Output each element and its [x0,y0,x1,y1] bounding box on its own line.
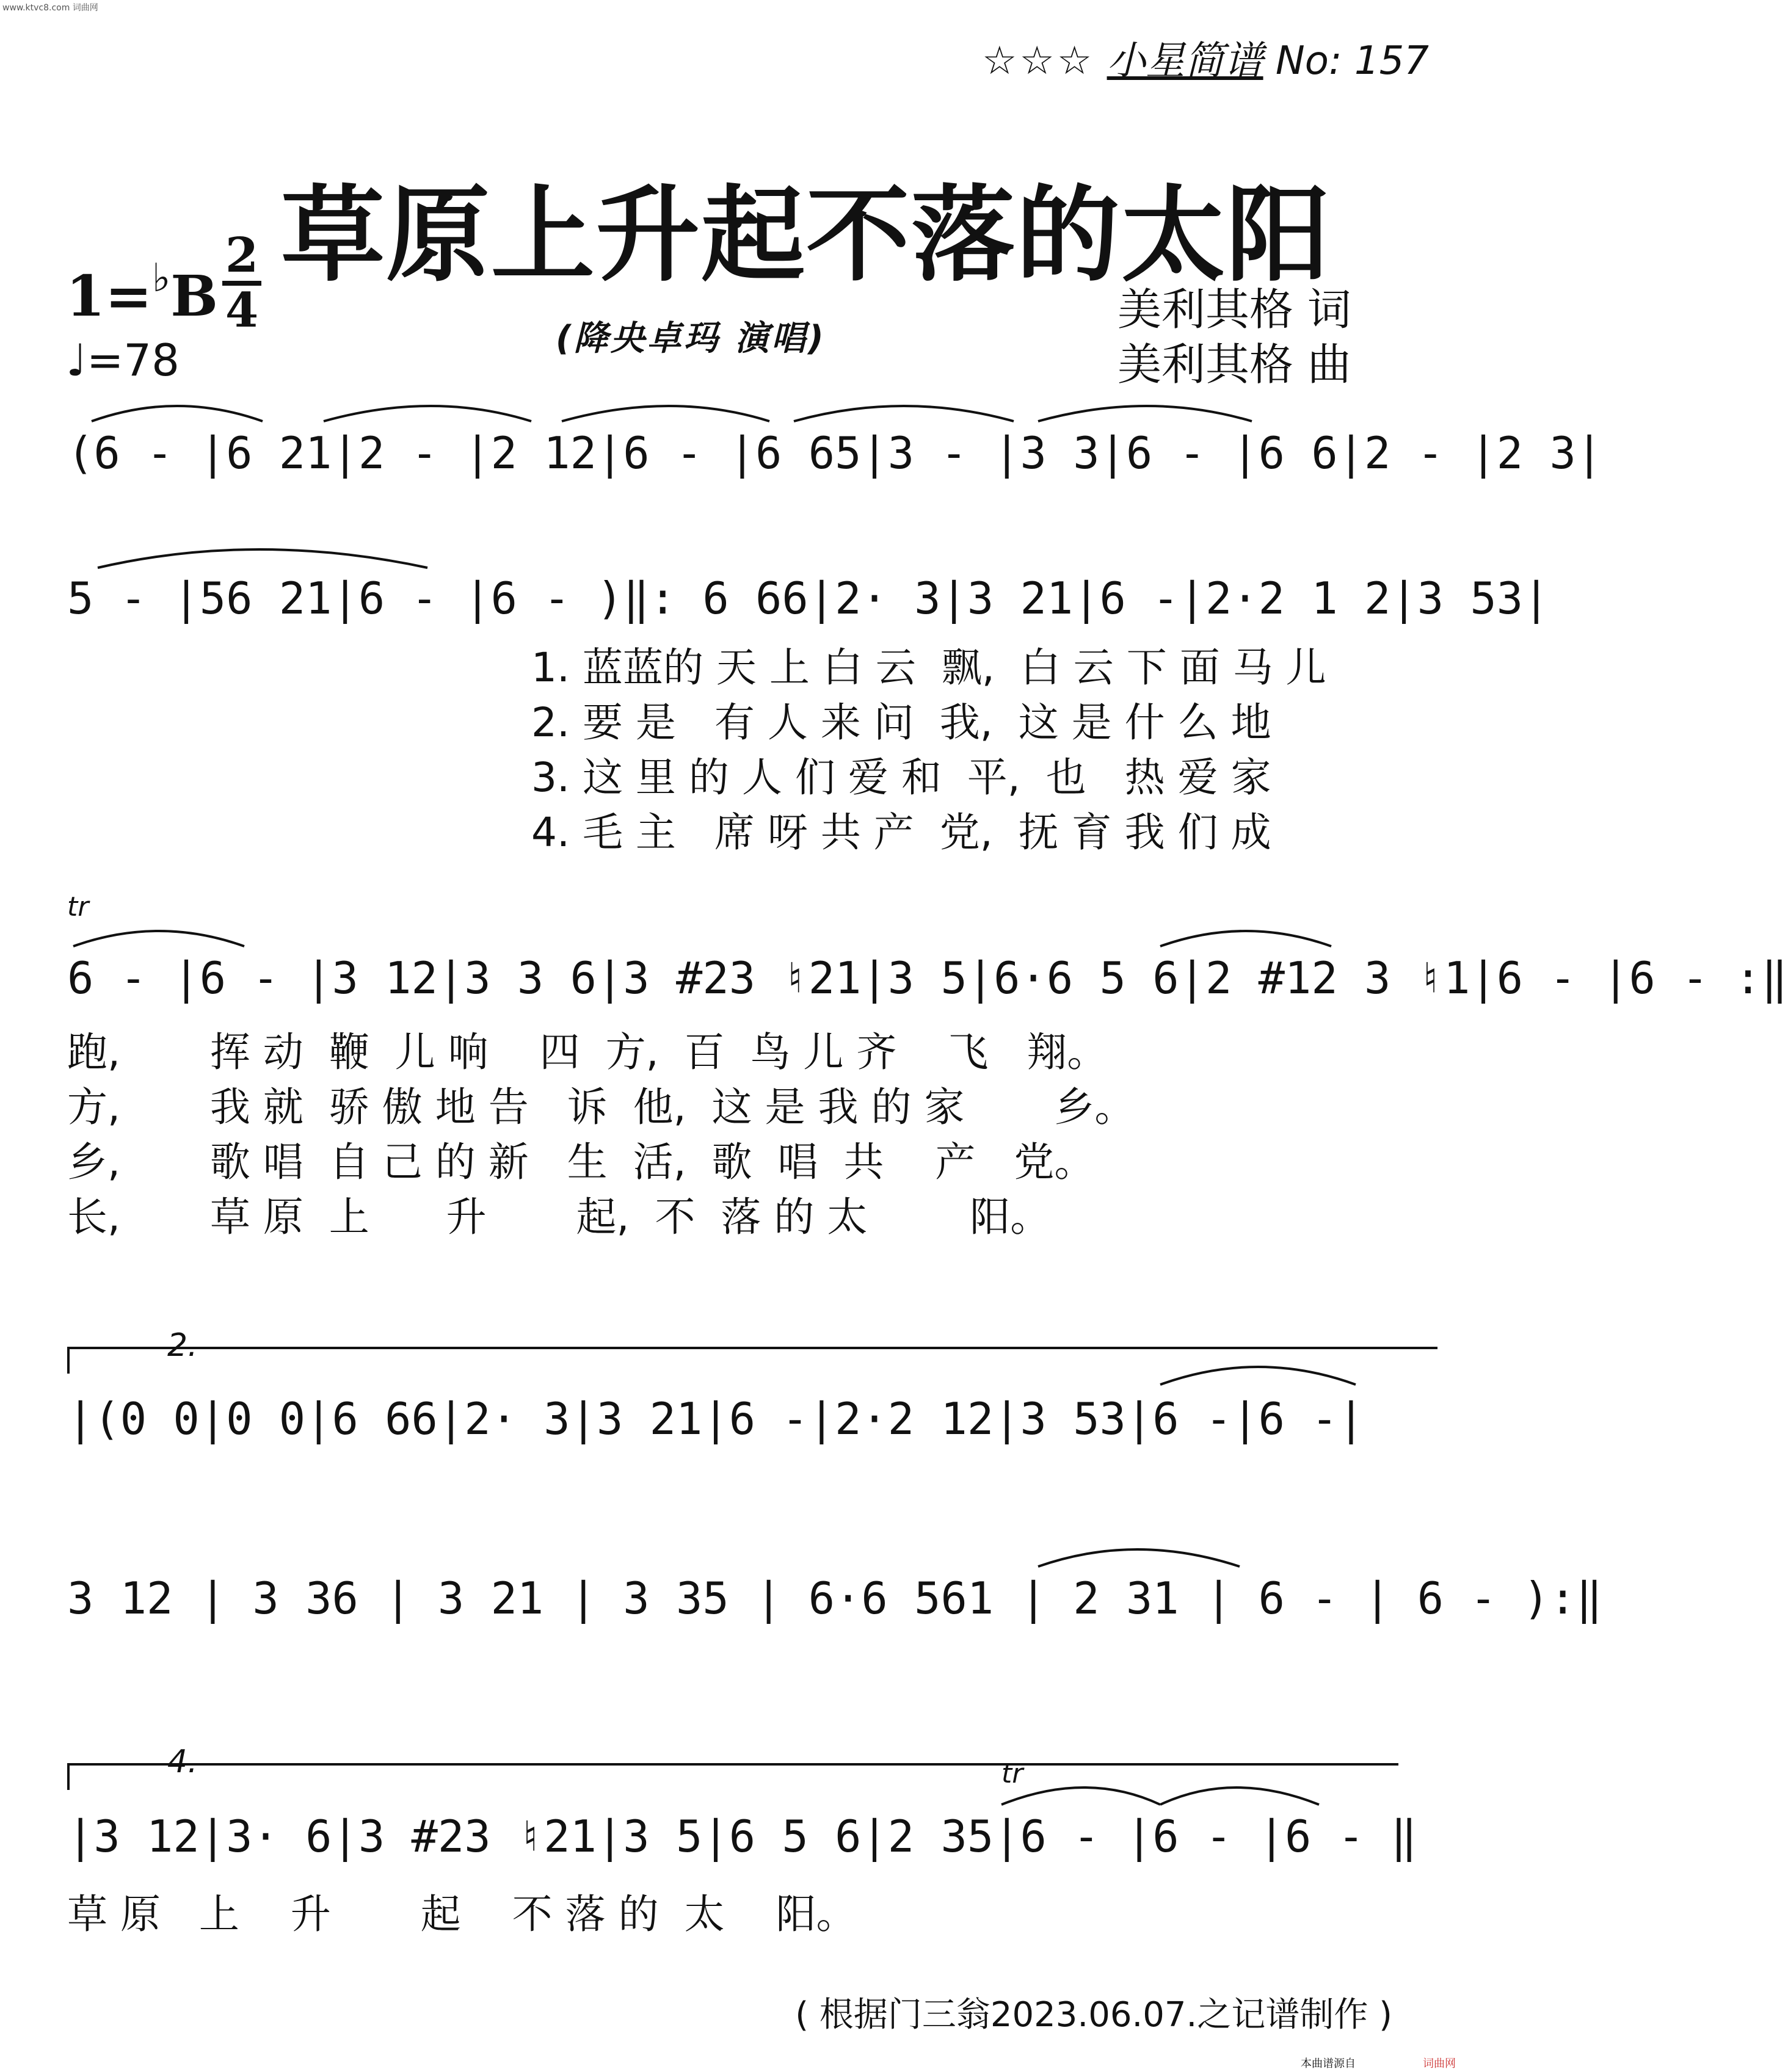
brand-name[interactable]: 小星简谱 [1107,38,1263,84]
key-letter: B [170,263,219,329]
verse-2-main: 方, 我 就 骄 傲 地 告 诉 他, 这 是 我 的 家 乡。 [67,1084,1135,1131]
stars-icon: ☆☆☆ [982,38,1095,84]
score-number: No: 157 [1275,38,1429,84]
verse-2-intro: 2. 要 是 有 人 来 问 我, 这 是 什 么 地 [531,699,1271,746]
score-line-6: |3 12|3· 6|3 #23 ♮21|3 5|6 5 6|2 35|6 - |6 - |6 - ‖ [67,1811,1417,1862]
page-title: 草原上升起不落的太阳 [281,174,1332,296]
verse-3-intro: 3. 这 里 的 人 们 爱 和 平, 也 热 爱 家 [531,754,1271,801]
verse-3-main: 乡, 歌 唱 自 己 的 新 生 活, 歌 唱 共 产 党。 [67,1139,1095,1186]
composer-credit: 美利其格 曲 [1118,339,1351,390]
score-line-2: 5 - |56 21|6 - |6 - )‖: 6 66|2· 3|3 21|6 -|2·2 1 2|3 53| [67,573,1550,624]
performer-note: (降央卓玛 演唱) [556,319,826,358]
lyricist-credit: 美利其格 词 [1118,284,1351,335]
trill-mark: tr [67,891,89,922]
time-signature-bottom: 4 [225,283,259,338]
score-line-5: 3 12 | 3 36 | 3 21 | 3 35 | 6·6 561 | 2 31 | 6 - | 6 - ):‖ [67,1573,1603,1624]
flat-icon: ♭ [152,255,171,301]
footer-source-label: 本曲谱源自 [1301,2057,1356,2070]
tempo-marking: ♩=78 [66,335,180,386]
verse-4-main: 长, 草 原 上 升 起, 不 落 的 太 阳。 [67,1194,1051,1241]
lyrics-ending: 草 原 上 升 起 不 落 的 太 阳。 [67,1891,857,1938]
score-line-4: |(0 0|0 0|6 66|2· 3|3 21|6 -|2·2 12|3 53|6 -|6 -| [67,1393,1365,1444]
ending-2-label: 2. [167,1327,198,1364]
score-line-3: 6 - |6 - |3 12|3 3 6|3 #23 ♮21|3 5|6·6 5 6|2 #12 3 ♮1|6 - |6 - :‖ [67,952,1788,1004]
verse-1-intro: 1. 蓝蓝的 天 上 白 云 飘, 白 云 下 面 马 儿 [531,644,1326,691]
footer-source-link[interactable]: 词曲网 [1423,2057,1456,2070]
source-watermark: www.ktvc8.com 词曲网 [2,3,98,13]
key-prefix: 1= [66,263,153,329]
trill-mark-end: tr [1001,1758,1023,1789]
time-signature-top: 2 [225,228,259,283]
ending-4-label: 4. [167,1744,198,1780]
verse-1-main: 跑, 挥 动 鞭 儿 响 四 方, 百 鸟 儿 齐 飞 翔。 [67,1029,1108,1076]
score-line-1: (6 - |6 21|2 - |2 12|6 - |6 65|3 - |3 3|6 - |6 6|2 - |2 3| [67,427,1603,479]
verse-4-intro: 4. 毛 主 席 呀 共 产 党, 抚 育 我 们 成 [531,809,1271,856]
footer-note: ( 根据门三翁2023.06.07.之记谱制作 ) [795,1995,1392,2035]
